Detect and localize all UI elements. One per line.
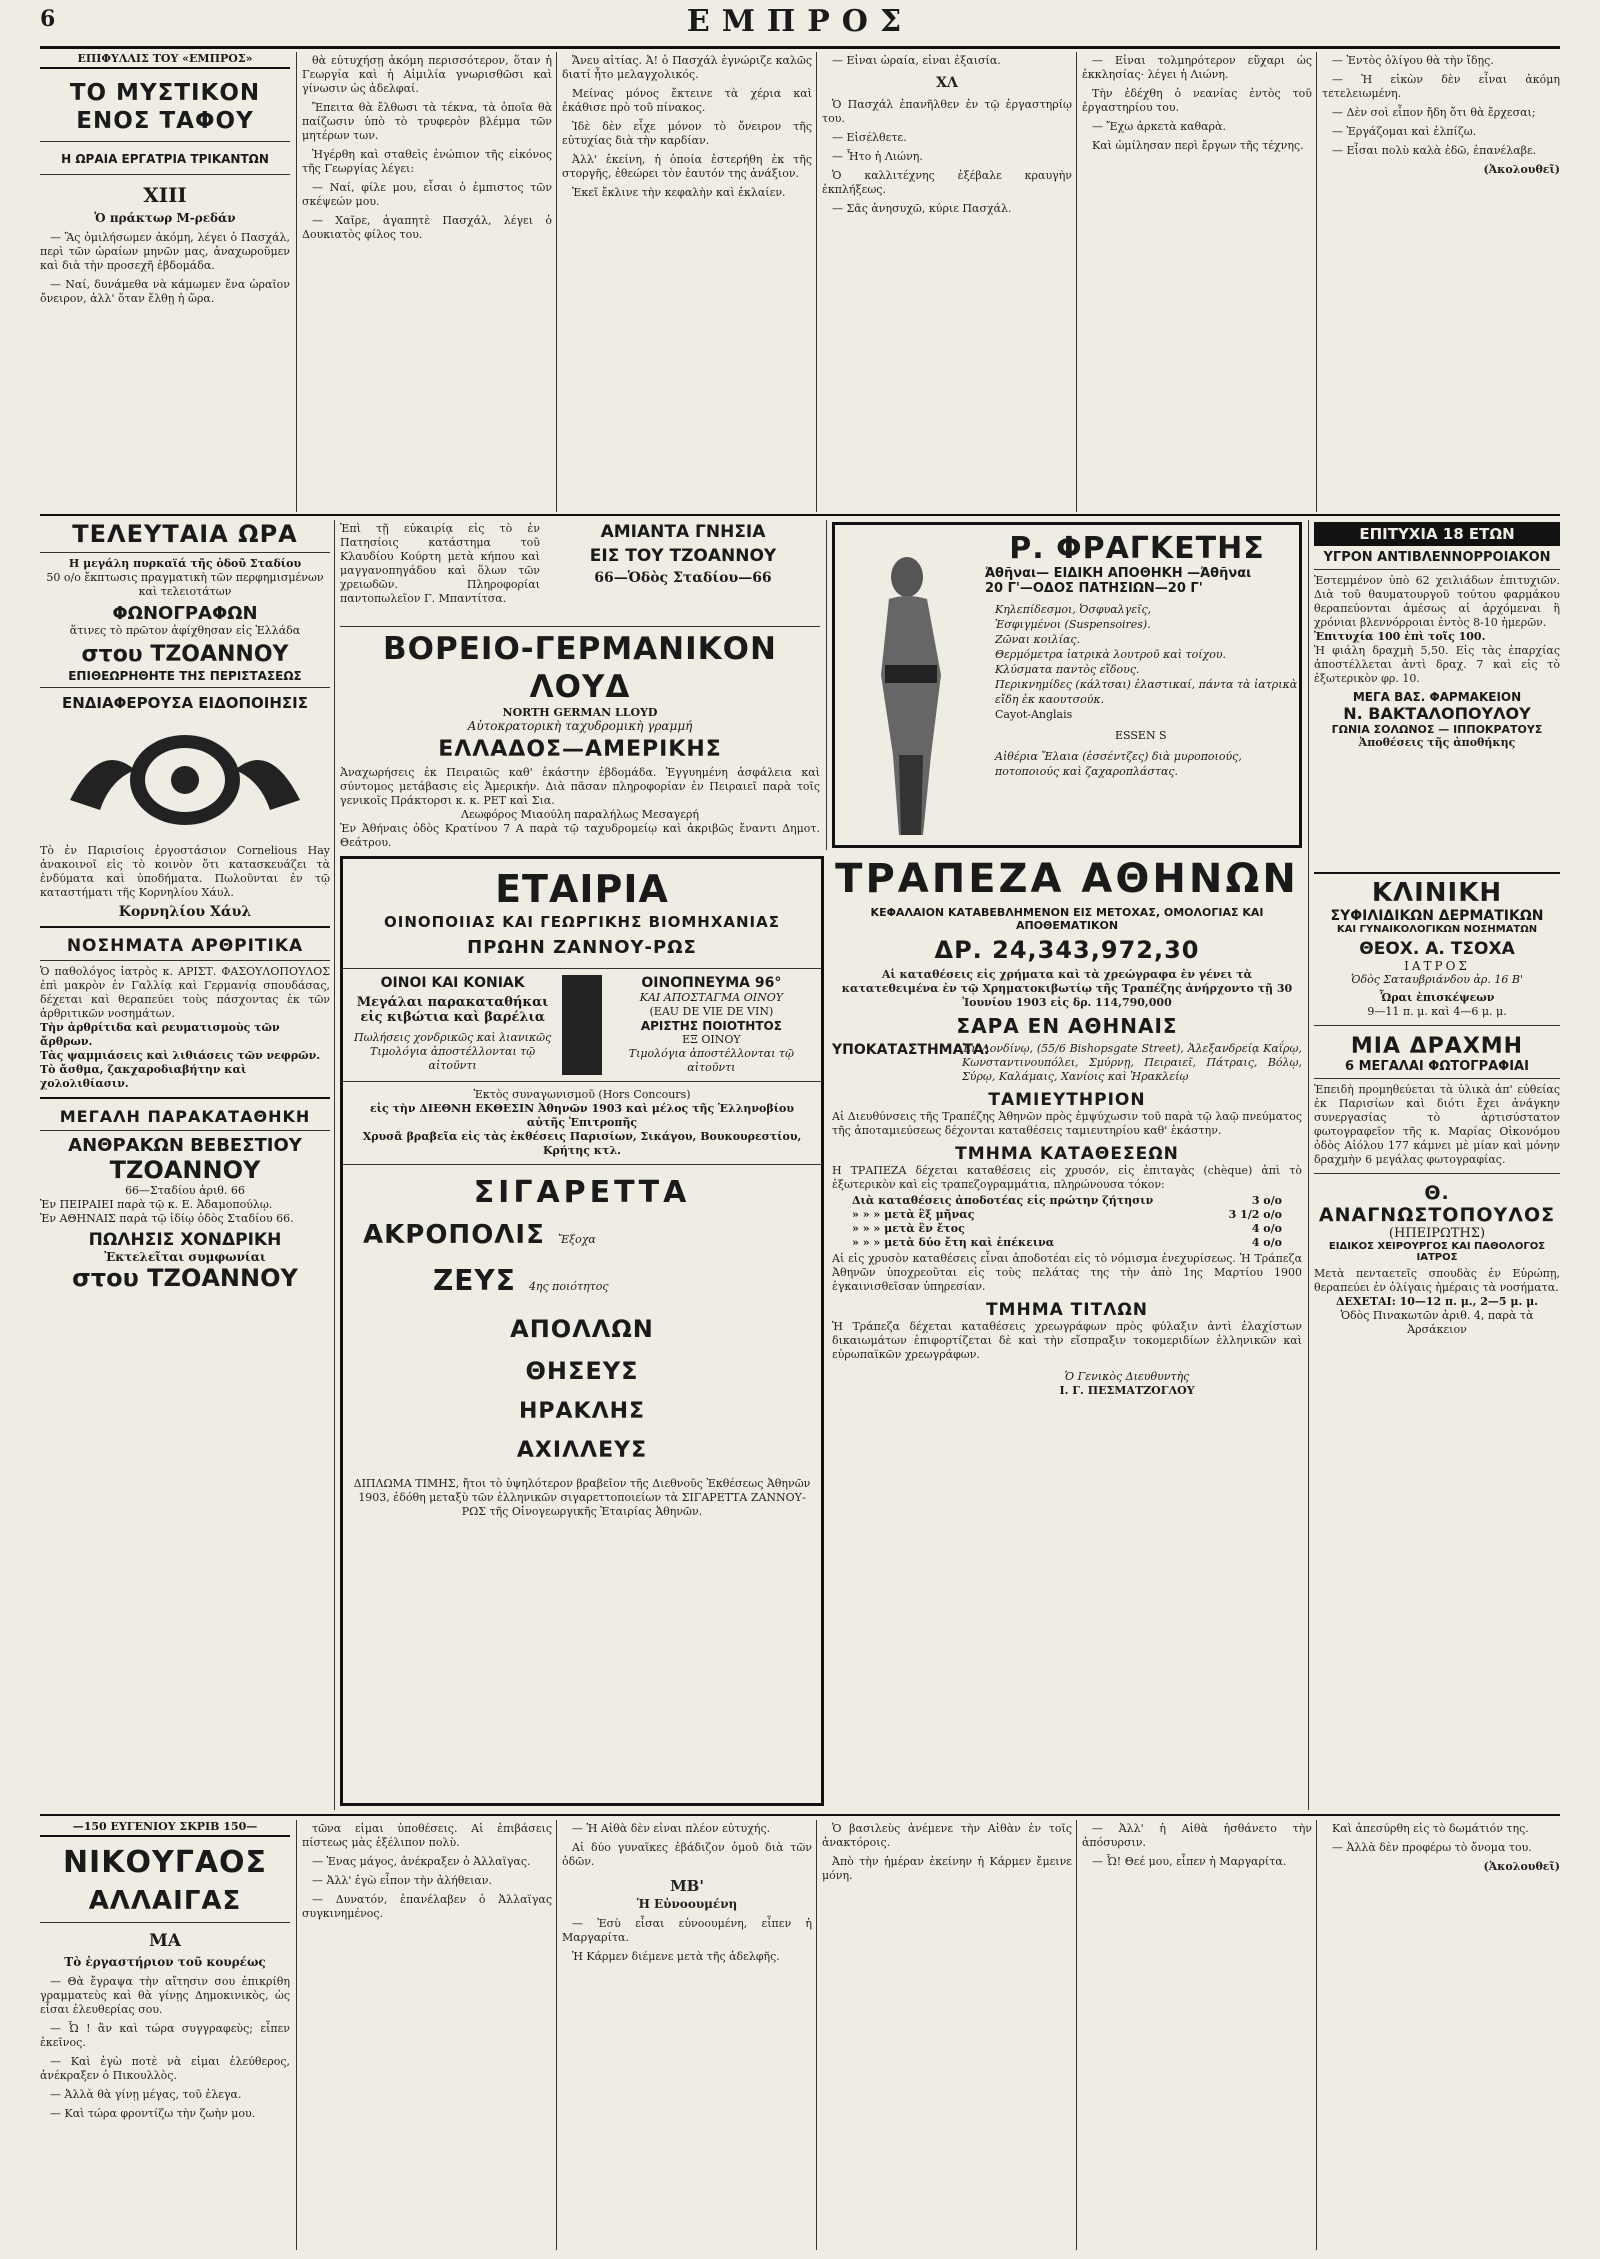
paragraph: — Καὶ ἐγὼ ποτὲ νὰ εἰμαι ἐλεύθερος, ἀνέκραξεν ὁ Πικουλλὸς. [40, 2055, 290, 2082]
serial-section: Ὁ πράκτωρ Μ-ρεδάν [94, 211, 236, 225]
left-ads-column [40, 520, 330, 1810]
rate-label: » » » μετὰ δύο ἔτη καὶ ἐπέκεινα [852, 1236, 1055, 1249]
ad-etairia-wines [343, 969, 562, 1081]
paragraph: — Ἡ εἰκὼν δὲν εἶναι ἀκόμη τετελειωμένη. [1322, 73, 1560, 100]
ad-etairia-spirits [602, 969, 821, 1081]
ad-lloyd-route: ΕΛΛΑΔΟΣ—ΑΜΕΡΙΚΗΣ [438, 737, 722, 762]
ad-trapeza-title: ΤΡΑΠΕΖΑ ΑΘΗΝΩΝ [835, 856, 1299, 902]
paragraph: — Ἐσὺ εἶσαι εὐνοουμένη, εἶπεν ἡ Μαργαρίτα. [562, 1917, 812, 1944]
paragraph: — Εἶσαι πολὺ καλὰ ἐδῶ, ἐπανέλαβε. [1332, 144, 1537, 157]
dragon-emblem [40, 720, 330, 840]
product-price: Τιμολόγια ἀποστέλλονται τῷ αἰτοῦντι [628, 1047, 794, 1074]
list-item: Περικνημίδες (κάλτσαι) ἐλαστικαί, πάντα τὰ ἰατρικὰ εἴδη ἐκ καουτσούκ. [995, 678, 1298, 706]
ad-trapeza-sign-title: Ὁ Γενικὸς Διευθυντὴς [1064, 1370, 1190, 1383]
ad-kliniki-name: ΘΕΟΧ. Α. ΤΣΟΧΑ [1359, 939, 1515, 959]
ad-amianta [548, 522, 818, 622]
ad-arthritika-item: Τὰς ψαμμιάσεις καὶ λιθιάσεις τῶν νεφρῶν. [40, 1049, 321, 1062]
serial2-text-1 [40, 1975, 290, 2121]
serial2-subtitle: ΑΛΛΑΙΓΑΣ [40, 1886, 290, 1923]
serial-col-2 [302, 54, 552, 510]
serial-text-1 [40, 231, 290, 306]
ad-fragketis [832, 522, 1302, 848]
rate-row [852, 1194, 1282, 1208]
ad-lloyd-en: NORTH GERMAN LLOYD [502, 706, 658, 719]
paragraph: Ὁ καλλιτέχνης ἐξέβαλε κραυγὴν ἐκπλήξεως. [822, 169, 1072, 196]
list-item: Θερμόμετρα ἰατρικὰ λουτροῦ καὶ τοίχου. [995, 648, 1227, 661]
ad-kliniki-title: ΚΛΙΝΙΚΗ [1314, 872, 1560, 908]
paragraph: Ὁ Πασχάλ ἐπανῆλθεν ἐν τῷ ἐργαστηρίῳ του. [822, 98, 1072, 125]
product-price: Τιμολόγια ἀποστέλλονται τῷ αἰτοῦντι [370, 1045, 536, 1072]
rate-row [852, 1222, 1282, 1236]
product-sub: ΚΑΙ ΑΠΟΣΤΑΓΜΑ ΟΙΝΟΥ [639, 991, 783, 1004]
rate-row [852, 1236, 1282, 1250]
rate-label: » » » μετὰ ἓξ μῆνας [852, 1208, 975, 1221]
ad-kliniki-sub: ΣΥΦΙΛΙΔΙΚΩΝ ΔΕΡΜΑΤΙΚΩΝ [1330, 908, 1544, 924]
ad-drachmi-body: Ἐπειδὴ προμηθεύεται τὰ ὑλικὰ ἀπ' εὐθείας ἐκ Παρισίων καὶ διότι ἔχει ἀνάγκην συνεργασίας τὸ ἀρτισύστατον φωτογραφεῖον τῆς κ. Μαρίας Οἰκονόμου ὁδὸς Αἰόλου 177 κάμνει μὲ μίαν καὶ μόνην δραχμὴν 6 μεγάλας φωτογραφίας. [1314, 1083, 1560, 1174]
ad-trapeza-kat-body: Η ΤΡΑΠΕΖΑ δέχεται καταθέσεις εἰς χρυσόν, εἰς ἐπιταγὰς (chèque) ἀπὶ τὸ ἐξωτερικὸν καὶ εἰς τραπεζογραμμάτια, πληρώνουσα τόκον: [832, 1164, 1302, 1191]
ad-etairia-brand-row [343, 1220, 821, 1250]
ad-teleutaia-title: ΤΕΛΕΥΤΑΙΑ ΩΡΑ [40, 520, 330, 553]
ad-anagnostopoulos-hours: ΔΕΧΕΤΑΙ: 10—12 π. μ., 2—5 μ. μ. [1335, 1295, 1539, 1308]
page-number: 6 [40, 6, 56, 32]
ad-trapeza-deposits: Αἱ καταθέσεις εἰς χρήματα καὶ τὰ χρεώγραφα ἐν γένει τὰ κατατεθειμένα ἐν τῷ Χρηματοκιβωτίῳ τῆς Τραπέζης ἀνήρχοντο τῇ 30 Ἰουνίου 1903 εἰς δρ. 114,790,000 [841, 968, 1293, 1009]
paragraph: — Ναί, δυνάμεθα νὰ κάμωμεν ἔνα ὡραῖον ὄνειρον, ἀλλ' ὅταν ἔλθῃ ἡ ὥρα. [40, 278, 290, 305]
paragraph: — Ναί, φίλε μου, εἶσαι ὁ ἐμπιστος τῶν σκέψεών μου. [302, 181, 552, 208]
serial2-col-2 [302, 1822, 552, 2250]
ad-trapeza-tam-title: ΤΑΜΙΕΥΤΗΡΙΟΝ [988, 1090, 1146, 1110]
list-item: Αἰθέρια Ἔλαια (ἐσσέντζες) διὰ μυροποιούς, ποτοποιούς καὶ ζαχαροπλάστας. [995, 750, 1242, 778]
emblem-icon [40, 720, 330, 840]
ad-teleutaia-line: ἅτινες τὸ πρῶτον ἀφίχθησαν εἰς Ἑλλάδα [69, 624, 301, 637]
paragraph: — Θὰ ἔγραψα τὴν αἴτησιν σου ἐπικρίθη γραμματεὺς καὶ θὰ γίνῃς Δημοκινικὸς, ὡς εἶσαι ἐλευθερίας σου. [40, 1975, 290, 2016]
ad-anthrakes-sale: ΠΩΛΗΣΙΣ ΧΟΝΔΡΙΚΗ [88, 1230, 282, 1250]
ad-teleutaia-note: ΕΠΙΘΕΩΡΗΘΗΤΕ ΤΗΣ ΠΕΡΙΣΤΑΣΕΩΣ [40, 669, 330, 688]
ad-lloyd-athens: Ἐν Ἀθήναις ὁδὸς Κρατίνου 7 Α παρὰ τῷ ταχυδρομείῳ καὶ ἀκριβῶς ἔναντι Δημοτ. Θεάτρου. [340, 822, 820, 849]
ad-fragketis-title: Ρ. ΦΡΑΓΚΕΤΗΣ [1009, 531, 1265, 566]
serial2-mid-chapter: ΜΒ' [670, 1877, 704, 1895]
ad-teleutaia-product: ΦΩΝΟΓΡΑΦΩΝ [112, 603, 258, 624]
ad-epitychia-price: Ἡ φιάλη δραχμὴ 5,50. Εἰς τὰς ἐπαρχίας ἀποστέλλεται ἀντὶ δραχ. 7 καὶ εἰς τὸ ἐξωτερικὸν φρ. 10. [1314, 644, 1560, 685]
ad-epitychia-body: Ἐστεμμένον ὑπὸ 62 χειλιάδων ἐπιτυχιῶν. Διὰ τοῦ θαυματουργοῦ τούτου φαρμάκου θεραπεύονται ἀμέσως αἱ ἀρχόμεναι ἢ χρόνιαι βλεννόρροιαι ἐντὸς 8-10 ἡμερῶν. [1314, 574, 1560, 629]
ad-epitychia-pharmacy: Ἀποθέσεις τῆς ἀποθήκης [1358, 736, 1516, 749]
ad-etairia-products [343, 968, 821, 1082]
paragraph: — Ἔχω ἀρκετὰ καθαρὰ. [1092, 120, 1226, 133]
mannequin-figure [845, 555, 975, 845]
ad-anthrakes-addr: 66—Σταδίου ἀριθ. 66 [125, 1184, 245, 1197]
ad-lloyd [340, 630, 820, 850]
paragraph: Ἀλλ' ἐκείνη, ἡ ὁποία ἐστερήθη ἐκ τῆς στοργῆς, ἐθεώρει τὸν ἑαυτόν της ἀνάξιον. [562, 153, 812, 180]
rate-value: 3 1/2 ο/ο [1228, 1208, 1282, 1221]
paragraph: — Δὲν σοὶ εἶπον ἤδη ὅτι θὰ ἔρχεσαι; [1332, 106, 1536, 119]
ad-fragketis-sub: Ἀθῆναι— ΕΙΔΙΚΗ ΑΠΟΘΗΚΗ —Ἀθῆναι [985, 566, 1252, 581]
serial-chapter: XIII [143, 183, 187, 207]
ad-trapeza-rates [832, 1192, 1302, 1252]
list-item: Κλύσματα παντὸς εἴδους. [995, 663, 1140, 676]
serial-chapter-mark: ΧΛ [936, 75, 958, 91]
serial2-col-6 [1322, 1822, 1560, 2250]
ad-anthrakes-contract: Ἐκτελεῖται συμφωνίαι [104, 1250, 266, 1264]
rate-value: 4 ο/ο [1251, 1236, 1282, 1249]
paragraph: — Σᾶς ἀνησυχῶ, κύριε Πασχάλ. [832, 202, 1012, 215]
rate-value: 4 ο/ο [1251, 1222, 1282, 1235]
ad-anagnostopoulos-addr: Ὁδὸς Πινακωτῶν ἀριθ. 4, παρὰ τὰ Ἀρσάκειον [1340, 1309, 1534, 1336]
rate-label: » » » μετὰ ἓν ἔτος [852, 1222, 965, 1235]
ad-teleutaia-sign: Κορνηλίου Χάυλ [40, 904, 330, 928]
ad-epitychia-pharmacy: Ν. ΒΑΚΤΑΛΟΠΟΥΛΟΥ [1343, 704, 1531, 723]
paragraph: Ἡ Κάρμεν διέμενε μετὰ τῆς ἀδελφῆς. [572, 1950, 780, 1963]
list-item: Κηλεπίδεσμοι, Ὀσφυαλγεῖς, [995, 603, 1152, 616]
paragraph: — Εἶναι τολμηρότερον εὔχαρι ὡς ἐκκλησίας· λέγει ἡ Λιώνη. [1082, 54, 1312, 81]
ad-brokers: Ἐπὶ τῇ εὐκαιρίᾳ εἰς τὸ ἐν Πατησίοις κατάστημα τοῦ Κλαυδίου Κούρτη μετὰ κήπου καὶ μαγγανοπηγάδου καὶ ὅλων τῶν χρειωδῶν. Πληροφορίαι παντοπωλεῖον Γ. Μπαντίτσα. [340, 522, 540, 605]
ad-teleutaia-body: Τὸ ἐν Παρισίοις ἐργοστάσιον Cornelious Hay ἀνακοινοῖ εἰς τὸ κοινὸν ὅτι κατασκευάζει τὰ ἐνδύματα καὶ ὑποδήματα. Πωλοῦνται ἐν τῷ καταστήματι τῆς Κορνηλίου Χάυλ. [40, 844, 330, 899]
brand-apollon: ΑΠΟΛΛΩΝ [510, 1315, 654, 1343]
serial2-continued: (Ἀκολουθεῖ) [1483, 1860, 1560, 1873]
ad-trapeza-tam-body: Αἱ Διευθύνσεις τῆς Τραπέζης Ἀθηνῶν πρὸς ἐμψύχωσιν τοῦ παρὰ τῷ λαῷ πνεύματος τῆς ἀποταμιεύσεως δέχονται καταθέσεις ταμιευτηρίου καθ' ἑκάστην. [832, 1110, 1302, 1137]
list-item: ESSEN S [1115, 729, 1167, 742]
ad-kliniki-hours-label: Ὧραι ἐπισκέψεων [1379, 991, 1495, 1004]
ad-fragketis-addr: 20 Γ'—ΟΔΟΣ ΠΑΤΗΣΙΩΝ—20 Γ' [985, 581, 1203, 596]
ad-epitychia-title: ΕΠΙΤΥΧΙΑ 18 ΕΤΩΝ [1314, 522, 1560, 546]
ad-anthrakes-footer: στου ΤΖΟΑΝΝΟΥ [72, 1264, 298, 1292]
paragraph: — Ὦ ! ἂν καὶ τώρα συγγραφεὺς; εἶπεν ἐκεῖνος. [40, 2022, 290, 2049]
paragraph: — Ἐνας μάγος, ἀνέκραξεν ὁ Ἀλλαϊγας. [312, 1855, 531, 1868]
serial2-section: Τὸ ἐργαστήριον τοῦ κουρέως [64, 1955, 266, 1969]
serial2-col-4 [822, 1822, 1072, 2250]
brand-theseus: ΘΗΣΕΥΣ [525, 1357, 639, 1385]
ad-trapeza-capital-label: ΚΕΦΑΛΑΙΟΝ ΚΑΤΑΒΕΒΛΗΜΕΝΟΝ ΕΙΣ ΜΕΤΟΧΑΣ, ΟΜΟΛΟΓΙΑΣ ΚΑΙ ΑΠΟΘΕΜΑΤΙΚΟΝ [870, 906, 1264, 932]
paragraph: — Ἃς ὁμιλήσωμεν ἀκόμη, λέγει ὁ Πασχάλ, περὶ τῶν ὡραίων μηνῶν μας, ἀναχωροῦμεν καὶ διὰ τὴν προσεχῆ ἑβδομάδα. [40, 231, 290, 272]
paragraph: Ἀπὸ τὴν ἡμέραν ἐκείνην ἡ Κάρμεν ἔμεινε μόνη. [822, 1855, 1072, 1882]
paragraph: — Ἐργάζομαι καὶ ἐλπίζω. [1332, 125, 1477, 138]
paragraph: — Ἀλλ' ἐγὼ εἶπον τὴν ἀλήθειαν. [312, 1874, 492, 1887]
brand-achilles: ΑΧΙΛΛΕΥΣ [516, 1438, 648, 1463]
ad-arthritika-item: Τὴν ἀρθρίτιδα καὶ ρευματισμοὺς τῶν ἄρθρων. [40, 1021, 280, 1048]
ad-lloyd-tagline: Αὐτοκρατορικὴ ταχυδρομικὴ γραμμή [467, 719, 693, 733]
paragraph: — Δυνατόν, ἐπανέλαβεν ὁ Ἀλλαϊγας συγκινημένος. [302, 1893, 552, 1920]
list-item: Ζῶναι κοιλίας. [995, 633, 1081, 646]
product-body: Μεγάλαι παρακαταθήκαι εἰς κιβώτια καὶ βαρέλια [356, 995, 549, 1025]
ad-etairia-award: εἰς τὴν ΔΙΕΘΝΗ ΕΚΘΕΣΙΝ Ἀθηνῶν 1903 καὶ μέλος τῆς Ἑλληνοβίου αὐτῆς Ἐπιτροπῆς [369, 1102, 794, 1129]
ad-trapeza-sign-name: Ι. Γ. ΠΕΣΜΑΤΖΟΓΛΟΥ [1059, 1384, 1195, 1397]
paragraph: Ἠγέρθη καὶ σταθεὶς ἐνώπιον τῆς εἰκόνος τῆς Γεωργίας λέγει: [302, 148, 552, 175]
ad-epitychia-sub: ΥΓΡΟΝ ΑΝΤΙΒΛΕΝΝΟΡΡΟΙΑΚΟΝ [1314, 550, 1560, 570]
serial2-col-3 [562, 1822, 812, 2250]
ad-fragketis-items [995, 602, 1299, 779]
ad-etairia-cig-title: ΣΙΓΑΡΕΤΤΑ [473, 1175, 691, 1210]
brand-note: Ἔξοχα [557, 1233, 596, 1246]
paragraph: Τὴν ἐδέχθη ὁ νεανίας ἐντὸς τοῦ ἐργαστηρίου του. [1082, 87, 1312, 114]
serial-col-1 [40, 52, 290, 512]
ad-epitychia-pharmacy: ΓΩΝΙΑ ΣΟΛΩΝΟΣ — ΙΠΠΟΚΡΑΤΟΥΣ [1331, 723, 1543, 736]
rate-row [852, 1208, 1282, 1222]
paragraph: Αἱ δύο γυναῖκες ἐβάδιζον ὁμοῦ διὰ τῶν ὁδῶν. [562, 1841, 812, 1868]
ad-etairia-footnote: ΔΙΠΛΩΜΑ ΤΙΜΗΣ, ἤτοι τὸ ὑψηλότερον βραβεῖον τῆς Διεθνοῦς Ἐκθέσεως Ἀθηνῶν 1903, ἐδόθη μεταξὺ τῶν ἑλληνικῶν σιγαρεττοποιείων τὰ ΣΙΓΑΡΕΤΤΑ ΖΑΝΝΟΥ-ΡΩΣ τῆς Οἰνογεωργικῆς Ἑταιρίας Ἀθηνῶν. [353, 1477, 811, 1518]
ad-lloyd-title: ΒΟΡΕΙΟ-ΓΕΡΜΑΝΙΚΟΝ ΛΟΥΔ [383, 631, 777, 705]
ad-amianta-line: ΕΙΣ ΤΟΥ ΤΖΟΑΝΝΟΥ [589, 546, 777, 566]
ad-trapeza-titles-title: ΤΜΗΜΑ ΤΙΤΛΩΝ [985, 1300, 1149, 1320]
paragraph: Καὶ ἀπεσύρθη εἰς τὸ δωμάτιόν της. [1332, 1822, 1529, 1835]
ad-epitychia-pharmacy: ΜΕΓΑ ΒΑΣ. ΦΑΡΜΑΚΕΙΟΝ [1352, 690, 1522, 704]
paragraph: τῶνα εἰμαι ὑποθέσεις. Αἱ ἐπιβάσεις πίστεως μὰς ἐξέλιπον πολὺ. [302, 1822, 552, 1849]
ad-epitychia [1314, 522, 1560, 868]
product-title: ΟΙΝΟΠΝΕΥΜΑ 96° [641, 975, 782, 991]
paragraph: — Ἀλλὰ δὲν προφέρω τὸ ὄνομα του. [1332, 1841, 1532, 1854]
ad-kliniki-addr: Ὁδὸς Σαταυβριάνδου ἀρ. 16 Β' [1351, 973, 1523, 986]
masthead-title: ΕΜΠΡΟΣ [686, 4, 914, 39]
ad-arthritika-item: Τὸ ἄσθμα, ζακχαροδιαβήτην καὶ χολολιθίασιν. [40, 1063, 330, 1099]
ad-teleutaia-line: 50 ο/ο ἔκπτωσις πραγματικὴ τῶν περφημισμένων καὶ τελειοτάτων [46, 571, 324, 598]
brand-acropolis: ΑΚΡΟΠΟΛΙΣ [363, 1220, 545, 1250]
ad-drachmi-title: ΜΙΑ ΔΡΑΧΜΗ [1350, 1034, 1524, 1059]
ad-etairia-title: ΕΤΑΙΡΙΑ [495, 867, 669, 911]
product-quality: ΑΡΙΣΤΗΣ ΠΟΙΟΤΗΤΟΣ [640, 1019, 782, 1033]
ad-trapeza-branches [832, 1042, 1302, 1084]
ad-anagnostopoulos-role: ΕΙΔΙΚΟΣ ΧΕΙΡΟΥΡΓΟΣ ΚΑΙ ΠΑΘΟΛΟΓΟΣ ΙΑΤΡΟΣ [1328, 1241, 1546, 1263]
serial-col-4 [822, 54, 1072, 510]
list-item: Ἑσφιγμένοι (Suspensoires). [995, 618, 1151, 631]
ad-trapeza-kat-note: Αἱ εἰς χρυσὸν καταθέσεις εἶναι ἀποδοτέαι εἰς τὸ νόμισμα ἐνεχυρίσεως. Ἡ Τράπεζα Ἀθηνῶν ὑποχρεοῦται εἰς τοὺς πελάτας της τὴν ἀπὸ 1ης Μαρτίου 1900 ἐγκαινισθεῖσαν ὑπηρεσίαν. [832, 1252, 1302, 1293]
serial2-chapter: ΜΑ [148, 1931, 181, 1951]
brand-herakles: ΗΡΑΚΛΗΣ [518, 1399, 646, 1424]
ad-etairia-brand-row [343, 1264, 821, 1297]
bottle-icon [562, 975, 601, 1075]
paragraph: — Ἡ Αἰθὰ δὲν εἶναι πλέον εὐτυχής. [572, 1822, 771, 1835]
serial2-bar: —150 ΕΥΓΕΝΙΟΥ ΣΚΡΙΒ 150— [40, 1820, 290, 1837]
ad-kliniki-sub2: ΚΑΙ ΓΥΝΑΙΚΟΛΟΓΙΚΩΝ ΝΟΣΗΜΑΤΩΝ [1336, 924, 1538, 935]
serial-title: ΤΟ ΜΥΣΤΙΚΟΝ ΕΝΟΣ ΤΑΦΟΥ [40, 79, 290, 142]
paragraph: — Ἀλλὰ θὰ γίνῃ μέγας, τοῦ ἐλεγα. [50, 2088, 242, 2101]
ad-etairia-sub: ΟΙΝΟΠΟΙΙΑΣ ΚΑΙ ΓΕΩΡΓΙΚΗΣ ΒΙΟΜΗΧΑΝΙΑΣ [384, 913, 780, 931]
serial2-col-1 [40, 1820, 290, 2250]
ad-etairia-former: ΠΡΩΗΝ ΖΑΝΝΟΥ-ΡΩΣ [467, 937, 697, 958]
ad-trapeza-titles-body: Ἡ Τράπεζα δέχεται καταθέσεις χρεωγράφων πρὸς φύλαξιν ἀντὶ ἐλαχίστων δικαιωμάτων ἐπιφορτίζεται δὲ καὶ τὴν εἴσπραξιν τοκομεριδίων ἑλληνικῶν καὶ εὐρωπαϊκῶν χρεωγράφων. [832, 1320, 1302, 1361]
ad-anthrakes-note: Ἐν ΑΘΗΝΑΙΣ παρὰ τῷ ἰδίῳ ὁδὸς Σταδίου 66. [40, 1212, 294, 1225]
ad-etairia [340, 856, 824, 1806]
ad-anagnostopoulos-origin: (ΗΠΕΙΡΩΤΗΣ) [1388, 1226, 1486, 1241]
paragraph: — Ἐντὸς ὀλίγου θὰ τὴν ἴδῃς. [1332, 54, 1494, 67]
ad-etairia-exhibit: Ἐκτὸς συναγωνισμοῦ (Hors Concours) [473, 1088, 691, 1101]
ad-trapeza-capital: ΔΡ. 24,343,972,30 [934, 936, 1200, 964]
serial2-col-5 [1082, 1822, 1312, 2250]
ad-teleutaia-line: Η μεγάλη πυρκαϊά τῆς ὁδοῦ Σταδίου [68, 557, 302, 570]
product-fr: (EAU DE VIE DE VIN) [649, 1005, 774, 1018]
paragraph: — Χαῖρε, ἀγαπητὲ Πασχάλ, λέγει ὁ Δουκιατὸς φίλος του. [302, 214, 552, 241]
ad-arthritika-body: Ὁ παθολόγος ἰατρὸς κ. ΑΡΙΣΤ. ΦΑΣΟΥΛΟΠΟΥΛΟΣ ἐπὶ μακρὸν ἐν Γαλλίᾳ καὶ Γερμανίᾳ σπουδάσας, δέχεται καὶ θεραπεύει τοὺς πάσχοντας ἐκ τῶν ἀρθριτικῶν νοσημάτων. [40, 965, 330, 1020]
product-source: ΕΞ ΟΙΝΟΥ [682, 1033, 741, 1046]
serial-continued: (Ἀκολουθεῖ) [1483, 163, 1560, 176]
paragraph: Καὶ ὡμίλησαν περὶ ἔργων τῆς τέχνης. [1092, 139, 1304, 152]
ad-anthrakes-sub: ΑΝΘΡΑΚΩΝ ΒΕΒΕΣΤΙΟΥ [68, 1135, 302, 1156]
ad-amianta-addr: 66—Ὁδὸς Σταδίου—66 [594, 570, 772, 586]
serial-col-6 [1322, 54, 1560, 510]
paragraph: — Καὶ τώρα φροντίζω τὴν ζωὴν μου. [50, 2107, 256, 2120]
paragraph: — Ἀλλ' ἡ Αἰθὰ ἠσθάνετο τὴν ἀπόσυρσιν. [1082, 1822, 1312, 1849]
ad-trapeza [832, 856, 1302, 1806]
paragraph: — Ἦτο ἡ Λιώνη. [832, 150, 923, 163]
ad-kliniki-role: ΙΑΤΡΟΣ [1404, 959, 1470, 973]
ad-anthrakes-note: Ἐν ΠΕΙΡΑΙΕΙ παρὰ τῷ κ. Ε. Ἀδαμοπούλῳ. [40, 1198, 273, 1211]
paragraph: Ἄνευ αἰτίας. Ἀ! ὁ Πασχάλ ἐγνώριζε καλῶς διατί ἦτο μελαγχολικός. [562, 54, 812, 81]
serial-col-5 [1082, 54, 1312, 510]
paragraph: Ἔπειτα θὰ ἔλθωσι τὰ τέκνα, τὰ ὁποῖα θὰ παίζωσιν ὑπὸ τὸ τρυφερὸν βλέμμα τῶν μητέρων των. [302, 101, 552, 142]
paragraph: — Εἰσέλθετε. [832, 131, 907, 144]
paragraph: θὰ εὐτυχήσῃ ἀκόμη περισσότερον, ὅταν ἡ Γεωργία καὶ ἡ Αἰμιλία γνωρισθῶσι καὶ γίνωσιν ὡς ἀδελφαί. [302, 54, 552, 95]
ad-trapeza-kat-title: ΤΜΗΜΑ ΚΑΤΑΘΕΣΕΩΝ [955, 1144, 1179, 1164]
serial-subtitle: Η ΩΡΑΙΑ ΕΡΓΑΤΡΙΑ ΤΡΙΚΑΝΤΩΝ [40, 152, 290, 175]
serial2-mid-section: Ἡ Εὐνοουμένη [636, 1897, 738, 1911]
rate-label: Διὰ καταθέσεις ἀποδοτέας εἰς πρώτην ζήτησιν [852, 1194, 1154, 1207]
serial2-title: ΝΙΚΟΥΓΑΟΣ [62, 1845, 268, 1880]
paragraph: Ὁ βασιλεὺς ἀνέμενε τὴν Αἰθὰν ἐν τοῖς ἀνακτόροις. [822, 1822, 1072, 1849]
ad-anagnostopoulos-body: Μετὰ πενταετεῖς σπουδὰς ἐν Εὐρώπῃ, θεραπεύει ἐν ὀλίγαις ἡμέραις τὰ νοσήματα. [1314, 1267, 1560, 1294]
header-rule [40, 46, 1560, 49]
ad-lloyd-body: Ἀναχωρήσεις ἐκ Πειραιῶς καθ' ἑκάστην ἑβδομάδα. Ἐγγυημένη ἀσφάλεια καὶ σύντομος μετάβασις εἰς Ἀμερικήν. Διὰ πᾶσαν πληροφορίαν ἐν Πειραιεῖ παρὰ τοῖς γενικοῖς Πράκτορσι κ. κ. ΡΕΤ καὶ Σια. [340, 766, 820, 807]
ad-kliniki-hours: 9—11 π. μ. καὶ 4—6 μ. μ. [1314, 1005, 1560, 1026]
ad-amianta-title: ΑΜΙΑΝΤΑ ΓΝΗΣΙΑ [600, 522, 766, 542]
brand-note: 4ης ποιότητος [528, 1280, 609, 1293]
ad-arthritika-title: ΝΟΣΗΜΑΤΑ ΑΡΘΡΙΤΙΚΑ [40, 936, 330, 961]
serial-bar: ΕΠΙΦΥΛΛΙΣ ΤΟΥ «ΕΜΠΡΟΣ» [40, 52, 290, 69]
ad-drachmi-sub: 6 ΜΕΓΑΛΑΙ ΦΩΤΟΓΡΑΦΙΑΙ [1314, 1059, 1560, 1079]
paragraph: Μείνας μόνος ἔκτεινε τὰ χέρια καὶ ἐκάθισε πρὸ τοῦ πίνακος. [562, 87, 812, 114]
ad-teleutaia-store: στου ΤΖΟΑΝΝΟΥ [81, 642, 289, 667]
ad-anagnostopoulos-title: Θ. ΑΝΑΓΝΩΣΤΟΠΟΥΛΟΣ [1318, 1182, 1556, 1226]
brand-zeus: ΖΕΥΣ [433, 1264, 516, 1297]
rate-value: 3 ο/ο [1251, 1194, 1282, 1207]
paragraph: — Εἶναι ὡραία, εἶναι ἐξαισία. [832, 54, 1001, 67]
ad-teleutaia-sub: ΕΝΔΙΑΦΕΡΟΥΣΑ ΕΙΔΟΠΟΙΗΣΙΣ [62, 694, 308, 712]
ad-anthrakes-title: ΜΕΓΑΛΗ ΠΑΡΑΚΑΤΑΘΗΚΗ [40, 1107, 330, 1131]
branches-label: ΥΠΟΚΑΤΑΣΤΗΜΑΤΑ: [832, 1042, 990, 1058]
product-title: ΟΙΝΟΙ ΚΑΙ ΚΟΝΙΑΚ [380, 975, 525, 991]
right-ads-column [1314, 872, 1560, 1806]
branches-list: Ἐν Λονδίνῳ, (55/6 Bishopsgate Street), Ἀλεξανδρείᾳ Καΐρῳ, Κωνσταντινουπόλει, Σμύρνῃ, Πειραιεῖ, Πάτραις, Βόλῳ, Σύρῳ, Καλάμαις, Χανίοις καὶ Ἡρακλείῳ [962, 1042, 1302, 1083]
ad-epitychia-note: Ἐπιτυχία 100 ἐπὶ τοῖς 100. [1314, 630, 1486, 643]
paragraph: Ἰδὲ δὲν εἶχε μόνον τὸ ὄνειρον τῆς εὐτυχίας διὰ τὴν καρδίαν. [562, 120, 812, 147]
list-item: Cayot-Anglais [995, 708, 1073, 721]
paragraph: — Ὦ! Θεέ μου, εἶπεν ἡ Μαργαρίτα. [1092, 1855, 1287, 1868]
product-note: Πωλήσεις χονδρικῶς καὶ λιανικῶς [354, 1031, 552, 1044]
serial-col-3 [562, 54, 812, 510]
ad-trapeza-sara: ΣΑΡΑ ΕΝ ΑΘΗΝΑΙΣ [956, 1014, 1178, 1038]
paragraph: Ἐκεῖ ἔκλινε τὴν κεφαλὴν καὶ ἐκλαίεν. [572, 186, 786, 199]
ad-anthrakes-name: ΤΖΟΑΝΝΟΥ [109, 1156, 261, 1184]
ad-etairia-medal: Χρυσᾶ βραβεῖα εἰς τὰς ἐκθέσεις Παρισίων, Σικάγου, Βουκουρεστίου, Κρήτης κτλ. [343, 1130, 821, 1165]
ad-lloyd-agent: Λεωφόρος Μιαούλη παραλήλως Μεσαγερή [461, 808, 699, 821]
